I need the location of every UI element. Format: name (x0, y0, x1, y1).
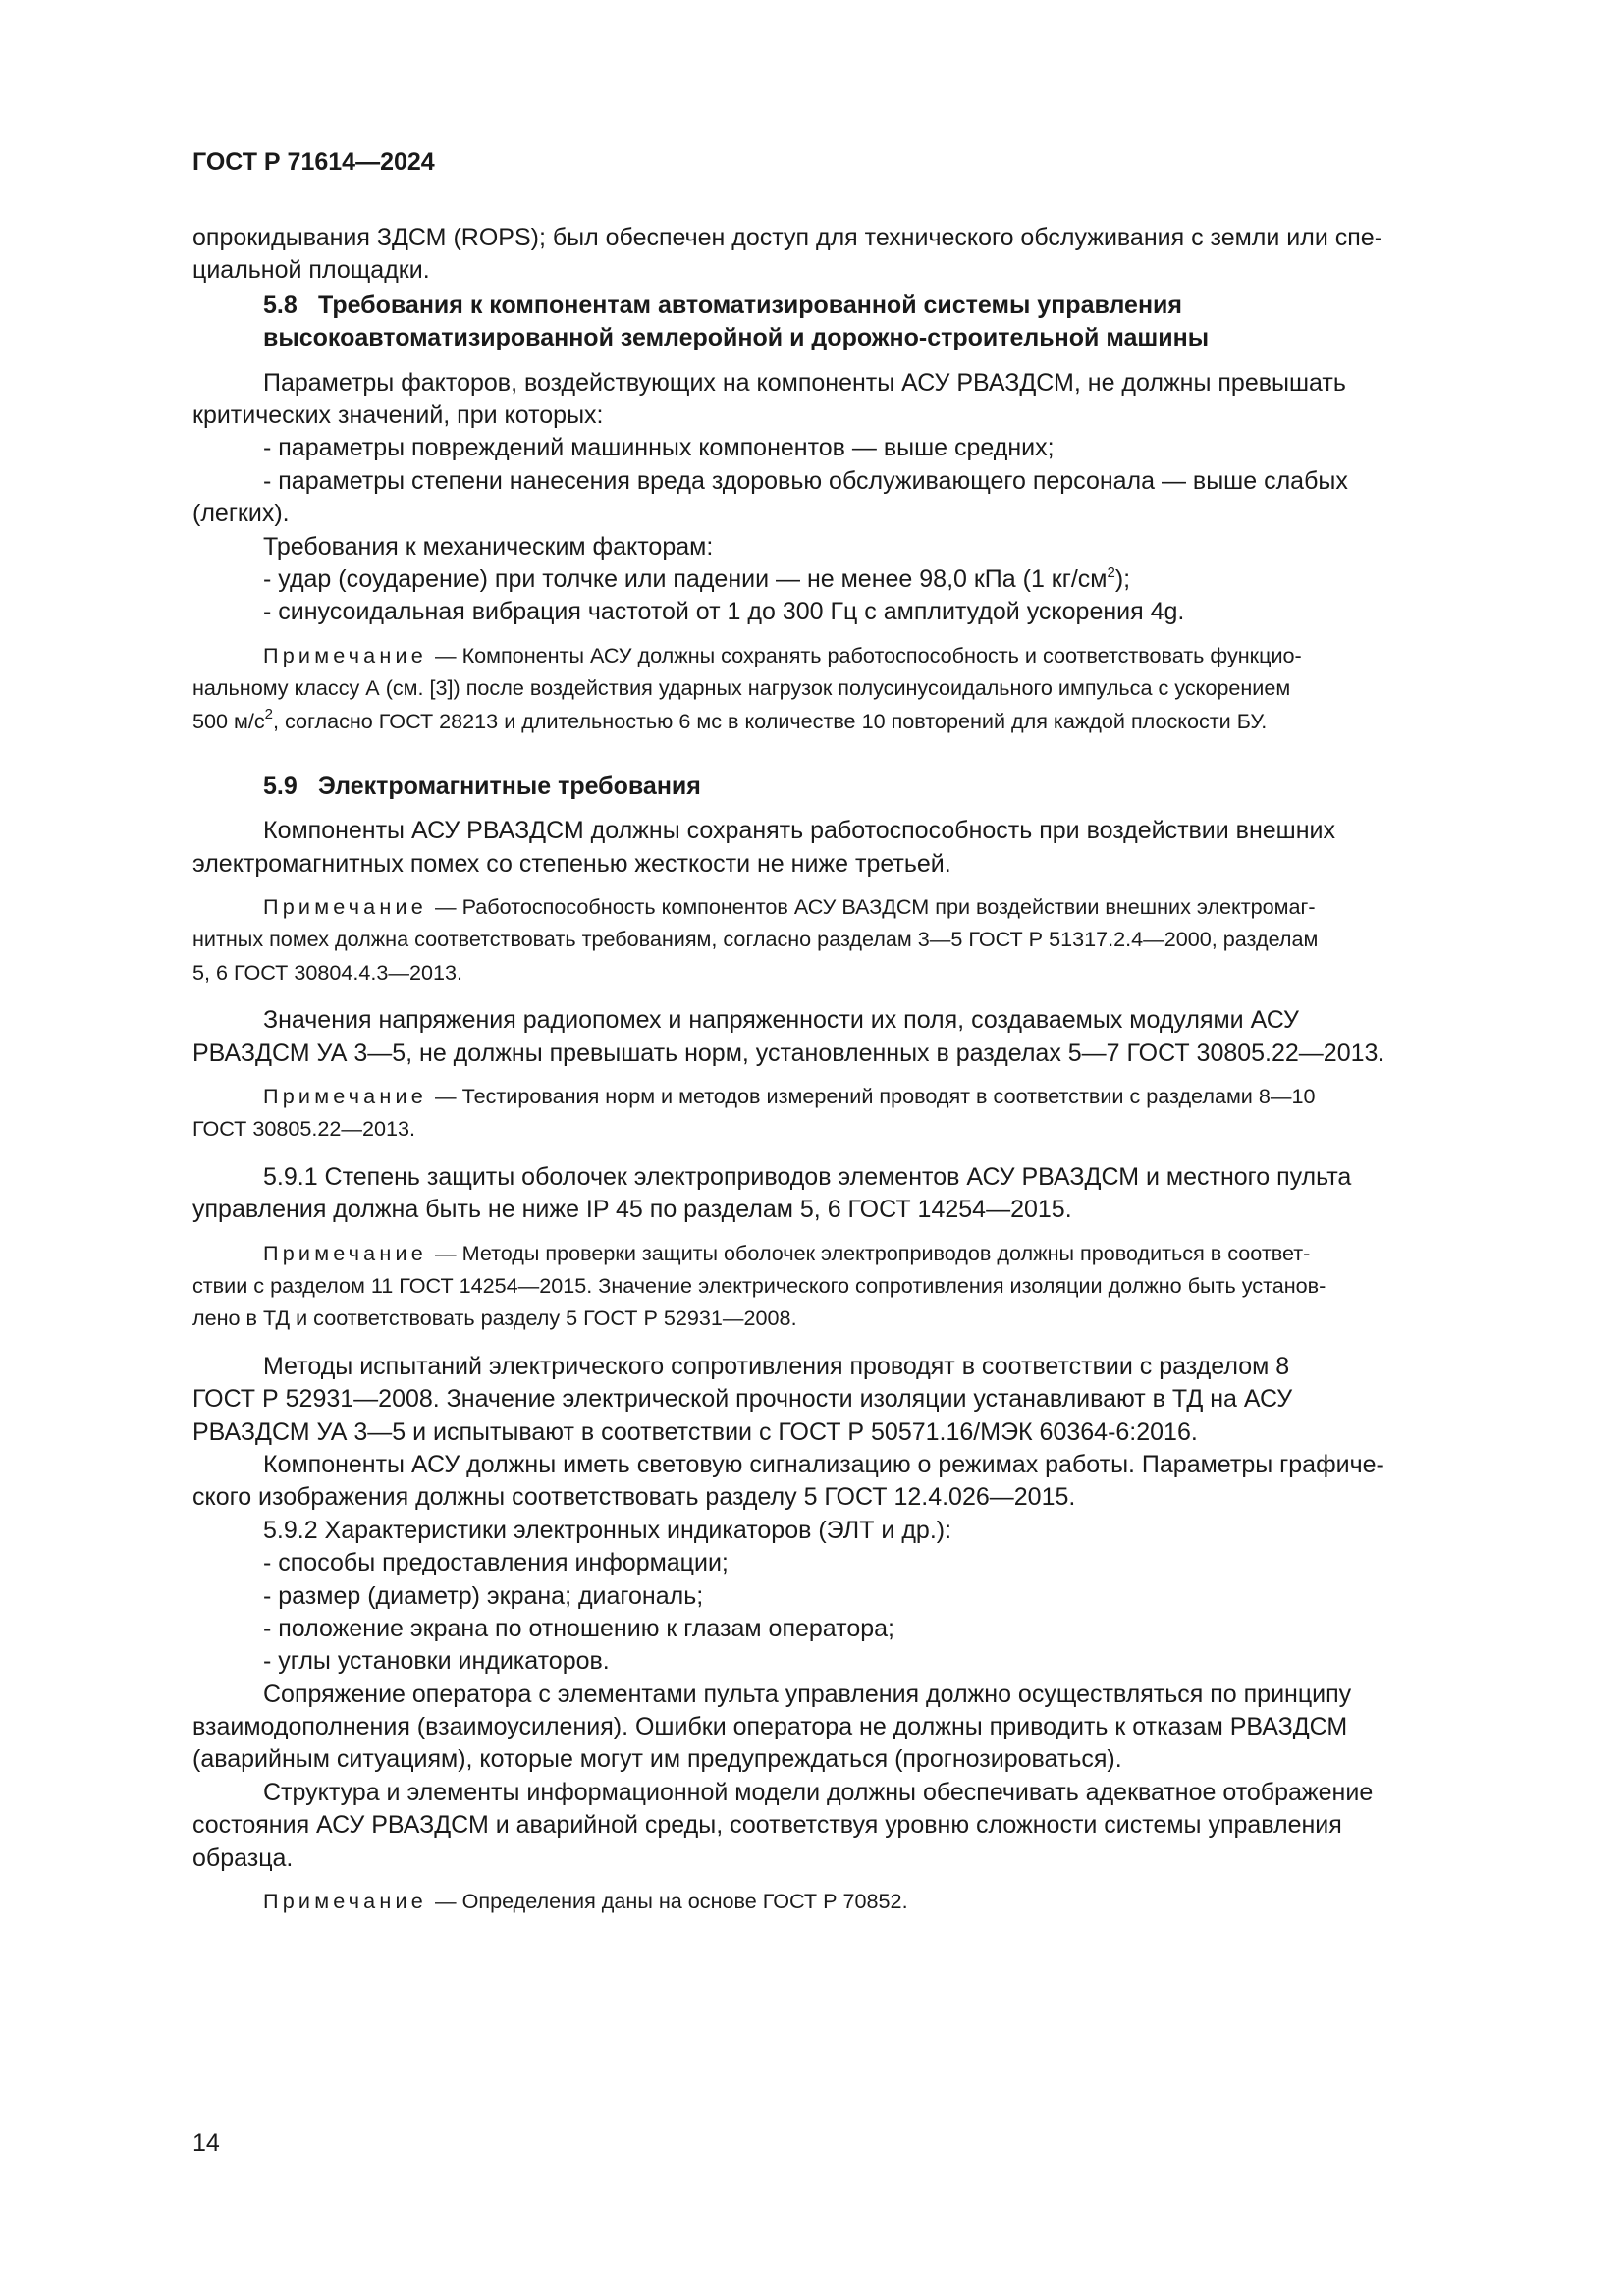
note-2 (192, 890, 1514, 988)
text-line: 5, 6 ГОСТ 30804.4.3—2013. (192, 959, 463, 985)
text-line: Примечание — Работоспособность компонентов АСУ ВАЗДСМ при воздействии внешних электромаг- (263, 894, 1316, 920)
list-item: - способы предоставления информации; (263, 1549, 729, 1577)
text-line: состояния АСУ РВАЗДСМ и аварийной среды, соответствуя уровню сложности системы управления (192, 1811, 1342, 1840)
text-line: 5.9.2 Характеристики электронных индикаторов (ЭЛТ и др.): (263, 1516, 952, 1544)
list-item (192, 596, 1514, 628)
text-line: нитных помех должна соответствовать требованиям, согласно разделам 3—5 ГОСТ Р 51317.2.4—2000, разделам (192, 927, 1319, 952)
text-line: - удар (соударение) при толчке или падении — не менее 98,0 кПа (1 $кг/см^2$); (263, 563, 1131, 593)
text-line: РВАЗДСМ УА 3—5 и испытывают в соответствии с ГОСТ Р 50571.16/МЭК 60364-6:2016. (192, 1417, 1198, 1446)
section-heading-5-8 (192, 290, 1514, 355)
text-line: Требования к механическим факторам: (263, 532, 714, 561)
text-line: 500 $м/с^2$, согласно ГОСТ 28213 и длительностью 6 мс в количестве 10 повторений для каждой плоскости БУ. (192, 705, 1268, 733)
text-line: Параметры факторов, воздействующих на компоненты АСУ РВАЗДСМ, не должны превышать (263, 368, 1346, 397)
text-line: (аварийным ситуациям), которые могут им предупреждаться (прогнозироваться). (192, 1745, 1122, 1774)
note-3 (192, 1080, 1514, 1146)
note-4 (192, 1237, 1514, 1335)
list-item: - размер (диаметр) экрана; диагональ; (263, 1581, 704, 1610)
text-line: - синусоидальная вибрация частотой от 1 до 300 Гц с амплитудой ускорения 4g. (263, 598, 1185, 626)
note-5 (192, 1885, 1514, 1917)
section-title-line: высокоавтоматизированной землеройной и дорожно-строительной машины (263, 324, 1210, 352)
note-1 (192, 639, 1514, 737)
text-line: Структура и элементы информационной модели должны обеспечивать адекватное отображение (263, 1778, 1374, 1806)
section-number: 5.9 (263, 772, 298, 800)
list-item (192, 563, 1514, 596)
text-line: (легких). (192, 500, 290, 528)
text-line: опрокидывания ЗДСМ (ROPS); был обеспечен доступ для технического обслуживания с земли или спе- (192, 224, 1383, 251)
text-line: взаимодополнения (взаимоусиления). Ошибки оператора не должны приводить к отказам РВАЗДСМ (192, 1713, 1348, 1741)
text-line: Значения напряжения радиопомех и напряженности их поля, создаваемых модулями АСУ (263, 1006, 1299, 1035)
note-label: Примечание (263, 1084, 427, 1109)
paragraph-light-signalling (192, 1449, 1514, 1515)
text-line: нальному классу А (см. [3]) после воздействия ударных нагрузок полусинусоидального импульса с ускорением (192, 675, 1291, 701)
text-line: Примечание — Компоненты АСУ должны сохранять работоспособность и соответствовать функцио- (263, 642, 1302, 667)
text-line: ГОСТ 30805.22—2013. (192, 1116, 416, 1142)
page-number: 14 (192, 2129, 220, 2157)
list-indicators (192, 1547, 1514, 1679)
text-line: РВАЗДСМ УА 3—5, не должны превышать норм, установленных в разделах 5—7 ГОСТ 30805.22—2013. (192, 1039, 1385, 1067)
text-line: Примечание — Методы проверки защиты оболочек электроприводов должны проводиться в соответ- (263, 1240, 1311, 1265)
paragraph-5-8-factors (192, 367, 1514, 433)
section-number: 5.8 (263, 291, 298, 319)
text-line: Методы испытаний электрического сопротивления проводят в соответствии с разделом 8 (263, 1352, 1290, 1380)
document-header: ГОСТ Р 71614—2024 (192, 148, 435, 176)
list-item: - положение экрана по отношению к глазам оператора; (263, 1614, 894, 1642)
list-item: - углы установки индикаторов. (263, 1647, 610, 1676)
text-line: критических значений, при которых: (192, 400, 604, 429)
note-label: Примечание (263, 894, 427, 920)
text-line: 5.9.1 Степень защиты оболочек электроприводов элементов АСУ РВАЗДСМ и местного пульта (263, 1162, 1352, 1191)
text-line: ского изображения должны соответствовать разделу 5 ГОСТ 12.4.026—2015. (192, 1483, 1076, 1512)
note-label: Примечание (263, 1889, 427, 1914)
paragraph-info-model (192, 1777, 1514, 1875)
text-line: - параметры повреждений машинных компонентов — выше средних; (263, 434, 1055, 462)
text-line: образца. (192, 1843, 294, 1872)
paragraph-intro (192, 222, 1514, 288)
list-item (192, 465, 1514, 531)
paragraph-5-9-emc (192, 815, 1514, 881)
paragraph-operator (192, 1679, 1514, 1777)
paragraph-radio-interference (192, 1004, 1514, 1070)
text-line: ствии с разделом 11 ГОСТ 14254—2015. Значение электрического сопротивления изоляции должно быть установ- (192, 1272, 1326, 1298)
text-line: циальной площадки. (192, 256, 430, 285)
text-line: управления должна быть не ниже IP 45 по разделам 5, 6 ГОСТ 14254—2015. (192, 1196, 1072, 1224)
text-line: лено в ТД и соответствовать разделу 5 ГОСТ Р 52931—2008. (192, 1306, 797, 1331)
text-line: Компоненты АСУ РВАЗДСМ должны сохранять работоспособность при воздействии внешних (263, 817, 1335, 845)
text-line: ГОСТ Р 52931—2008. Значение электрической прочности изоляции устанавливают в ТД на АСУ (192, 1385, 1293, 1414)
text-line: Примечание — Тестирования норм и методов измерений проводят в соответствии с разделами 8—10 (263, 1084, 1316, 1109)
section-title-line: Требования к компонентам автоматизированной системы управления (318, 291, 1183, 319)
text-line: Сопряжение оператора с элементами пульта управления должно осуществляться по принципу (263, 1680, 1352, 1708)
paragraph-mechanical (192, 531, 1514, 563)
note-label: Примечание (263, 642, 427, 667)
text-line: Компоненты АСУ должны иметь световую сигнализацию о режимах работы. Параметры графиче- (263, 1450, 1384, 1478)
text-line: электромагнитных помех со степенью жесткости не ниже третьей. (192, 849, 951, 878)
section-heading-5-9 (192, 771, 1514, 803)
text-line: Примечание — Определения даны на основе ГОСТ Р 70852. (263, 1889, 908, 1914)
document-body (192, 222, 1514, 1933)
paragraph-5-9-1 (192, 1161, 1514, 1227)
list-item (192, 432, 1514, 464)
text-line: - параметры степени нанесения вреда здоровью обслуживающего персонала — выше слабых (263, 466, 1348, 495)
note-label: Примечание (263, 1240, 427, 1265)
paragraph-test-methods (192, 1351, 1514, 1449)
section-title: Электромагнитные требования (318, 772, 701, 800)
paragraph-5-9-2 (192, 1515, 1514, 1547)
